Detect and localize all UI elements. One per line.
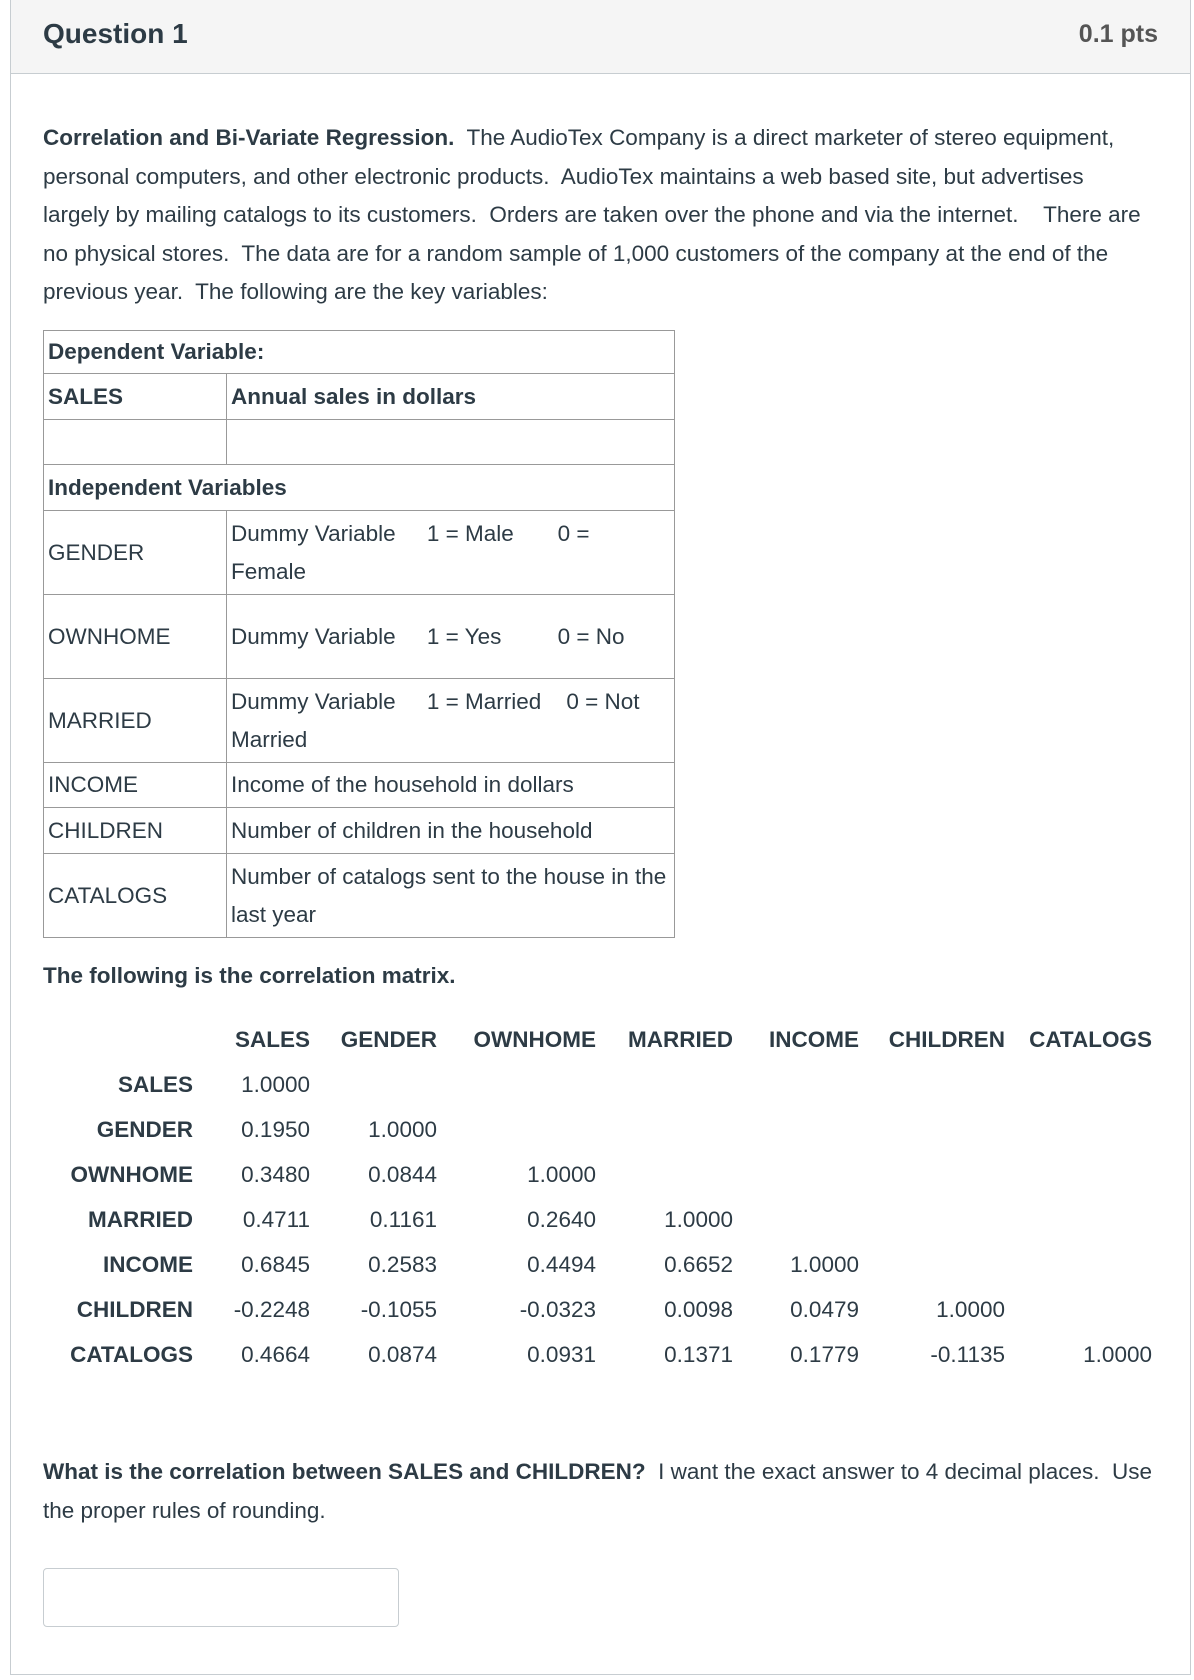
matrix-column-header: GENDER [340, 1027, 437, 1052]
question-points: 0.1 pts [1078, 20, 1158, 48]
matrix-cell: 0.0874 [368, 1342, 437, 1367]
matrix-column-header: INCOME [769, 1027, 859, 1052]
matrix-column-header: MARRIED [628, 1027, 733, 1052]
var-name: CATALOGS [44, 854, 227, 938]
matrix-cell: 0.3480 [241, 1162, 310, 1187]
matrix-cell: 1.0000 [664, 1207, 733, 1232]
matrix-intro: The following is the correlation matrix. [43, 963, 456, 988]
answer-input[interactable] [43, 1568, 399, 1627]
matrix-row-label: CATALOGS [70, 1342, 193, 1367]
var-name: SALES [44, 374, 227, 420]
var-name: MARRIED [44, 679, 227, 763]
empty-cell [44, 420, 227, 465]
matrix-row-label: GENDER [96, 1117, 193, 1142]
dependent-header: Dependent Variable: [44, 331, 675, 374]
matrix-cell: 1.0000 [936, 1297, 1005, 1322]
matrix-column-header: OWNHOME [473, 1027, 596, 1052]
matrix-cell: 0.1950 [241, 1117, 310, 1142]
matrix-cell: -0.1135 [930, 1342, 1005, 1367]
var-desc: Dummy Variable 1 = Male 0 = Female [227, 511, 675, 595]
variables-table [43, 330, 675, 938]
matrix-cell: 0.0479 [790, 1297, 859, 1322]
matrix-cell: 0.2640 [527, 1207, 596, 1232]
matrix-cell: 1.0000 [527, 1162, 596, 1187]
matrix-row-label: INCOME [103, 1252, 193, 1277]
var-name: GENDER [44, 511, 227, 595]
question-bold: What is the correlation between SALES and CHILDREN? [43, 1459, 646, 1484]
matrix-column-header: CATALOGS [1029, 1027, 1152, 1052]
matrix-cell: 0.2583 [368, 1252, 437, 1277]
intro-paragraph [43, 119, 1153, 312]
matrix-column-header: SALES [234, 1027, 310, 1052]
matrix-row-label: CHILDREN [76, 1297, 193, 1322]
matrix-row-label: OWNHOME [70, 1162, 193, 1187]
matrix-cell: 0.6845 [241, 1252, 310, 1277]
matrix-cell: 0.0931 [527, 1342, 596, 1367]
matrix-cell: 0.0098 [664, 1297, 733, 1322]
matrix-column-header: CHILDREN [888, 1027, 1005, 1052]
var-name: INCOME [44, 763, 227, 808]
matrix-cell: -0.0323 [519, 1297, 596, 1322]
matrix-cell: 0.4711 [242, 1207, 310, 1232]
matrix-cell: 0.4664 [241, 1342, 310, 1367]
matrix-row-label: MARRIED [88, 1207, 193, 1232]
var-desc: Annual sales in dollars [227, 374, 675, 420]
question-rest: I want the exact answer to 4 decimal places. Use the proper rules of rounding. [43, 1459, 1159, 1523]
matrix-cell: 1.0000 [1083, 1342, 1152, 1367]
matrix-cell: 1.0000 [790, 1252, 859, 1277]
question-header [11, 0, 1190, 74]
matrix-cell: 1.0000 [368, 1117, 437, 1142]
matrix-cell: 0.1371 [664, 1342, 733, 1367]
intro-text: The AudioTex Company is a direct marketer of stereo equipment, personal computers, and other electronic products. AudioTex maintains a web based site, but advertises largely by mailing catalogs to its customers. Orders are taken over the phone and via the internet. There are no physical stores. The data are for a random sample of 1,000 customers of the company at the end of the previous year. The following are the key variables: [43, 125, 1147, 304]
var-desc: Dummy Variable 1 = Yes 0 = No [227, 595, 675, 679]
matrix-row-label: SALES [117, 1072, 193, 1097]
matrix-cell: -0.2248 [233, 1297, 310, 1322]
var-name: CHILDREN [44, 808, 227, 854]
empty-cell [227, 420, 675, 465]
matrix-cell: 0.1161 [369, 1207, 437, 1232]
intro-bold: Correlation and Bi-Variate Regression. [43, 125, 455, 150]
matrix-cell: 0.1779 [790, 1342, 859, 1367]
question-title: Question 1 [43, 18, 188, 49]
matrix-cell: -0.1055 [360, 1297, 437, 1322]
var-desc: Income of the household in dollars [227, 763, 675, 808]
var-desc: Number of catalogs sent to the house in the last year [227, 854, 675, 938]
var-name: OWNHOME [44, 595, 227, 679]
matrix-cell: 0.4494 [527, 1252, 596, 1277]
matrix-cell: 0.0844 [368, 1162, 437, 1187]
matrix-cell: 1.0000 [241, 1072, 310, 1097]
var-desc: Dummy Variable 1 = Married 0 = Not Married [227, 679, 675, 763]
matrix-cell: 0.6652 [664, 1252, 733, 1277]
var-desc: Number of children in the household [227, 808, 675, 854]
independent-header: Independent Variables [44, 465, 675, 511]
question-text [43, 1453, 1159, 1530]
